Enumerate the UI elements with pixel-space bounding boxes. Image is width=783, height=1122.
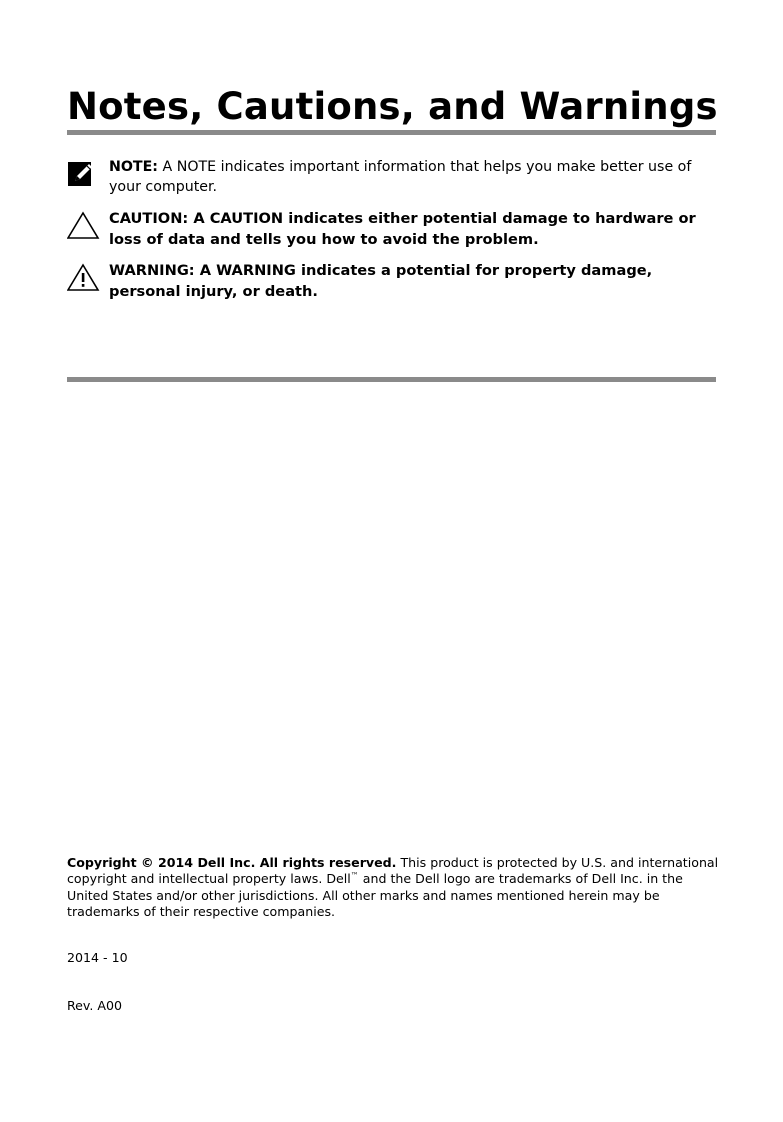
note-body: A NOTE indicates important information that helps you make better use of your computer. [109,159,692,195]
note-label: NOTE: [109,159,158,175]
trademark-symbol: ™ [350,871,359,881]
revision-label: Rev. A00 [67,998,123,1013]
note-text [109,157,719,197]
copyright-body-2: and the Dell logo are trademarks of Dell Inc. in the United States and/or other jurisdictions. All other marks and names mentioned herein may be trademarks of their respective companies. [67,871,683,919]
warning-text: WARNING: A WARNING indicates a potential for property damage, personal injury, or death. [109,262,653,300]
section-divider [67,377,716,382]
publication-date: 2014 - 10 [67,950,128,965]
copyright-notice [67,855,727,920]
caution-triangle-icon [67,211,101,241]
title-divider [67,130,716,135]
caution-text: CAUTION: A CAUTION indicates either potential damage to hardware or loss of data and tells you how to avoid the problem. [109,210,696,248]
page-title: Notes, Cautions, and Warnings [67,85,718,128]
copyright-body-1: This product is protected by U.S. and international copyright and intellectual property laws. Dell [67,855,719,887]
warning-triangle-icon [67,263,101,293]
copyright-lead: Copyright © 2014 Dell Inc. All rights reserved. [67,855,397,870]
pencil-note-icon [67,159,101,189]
